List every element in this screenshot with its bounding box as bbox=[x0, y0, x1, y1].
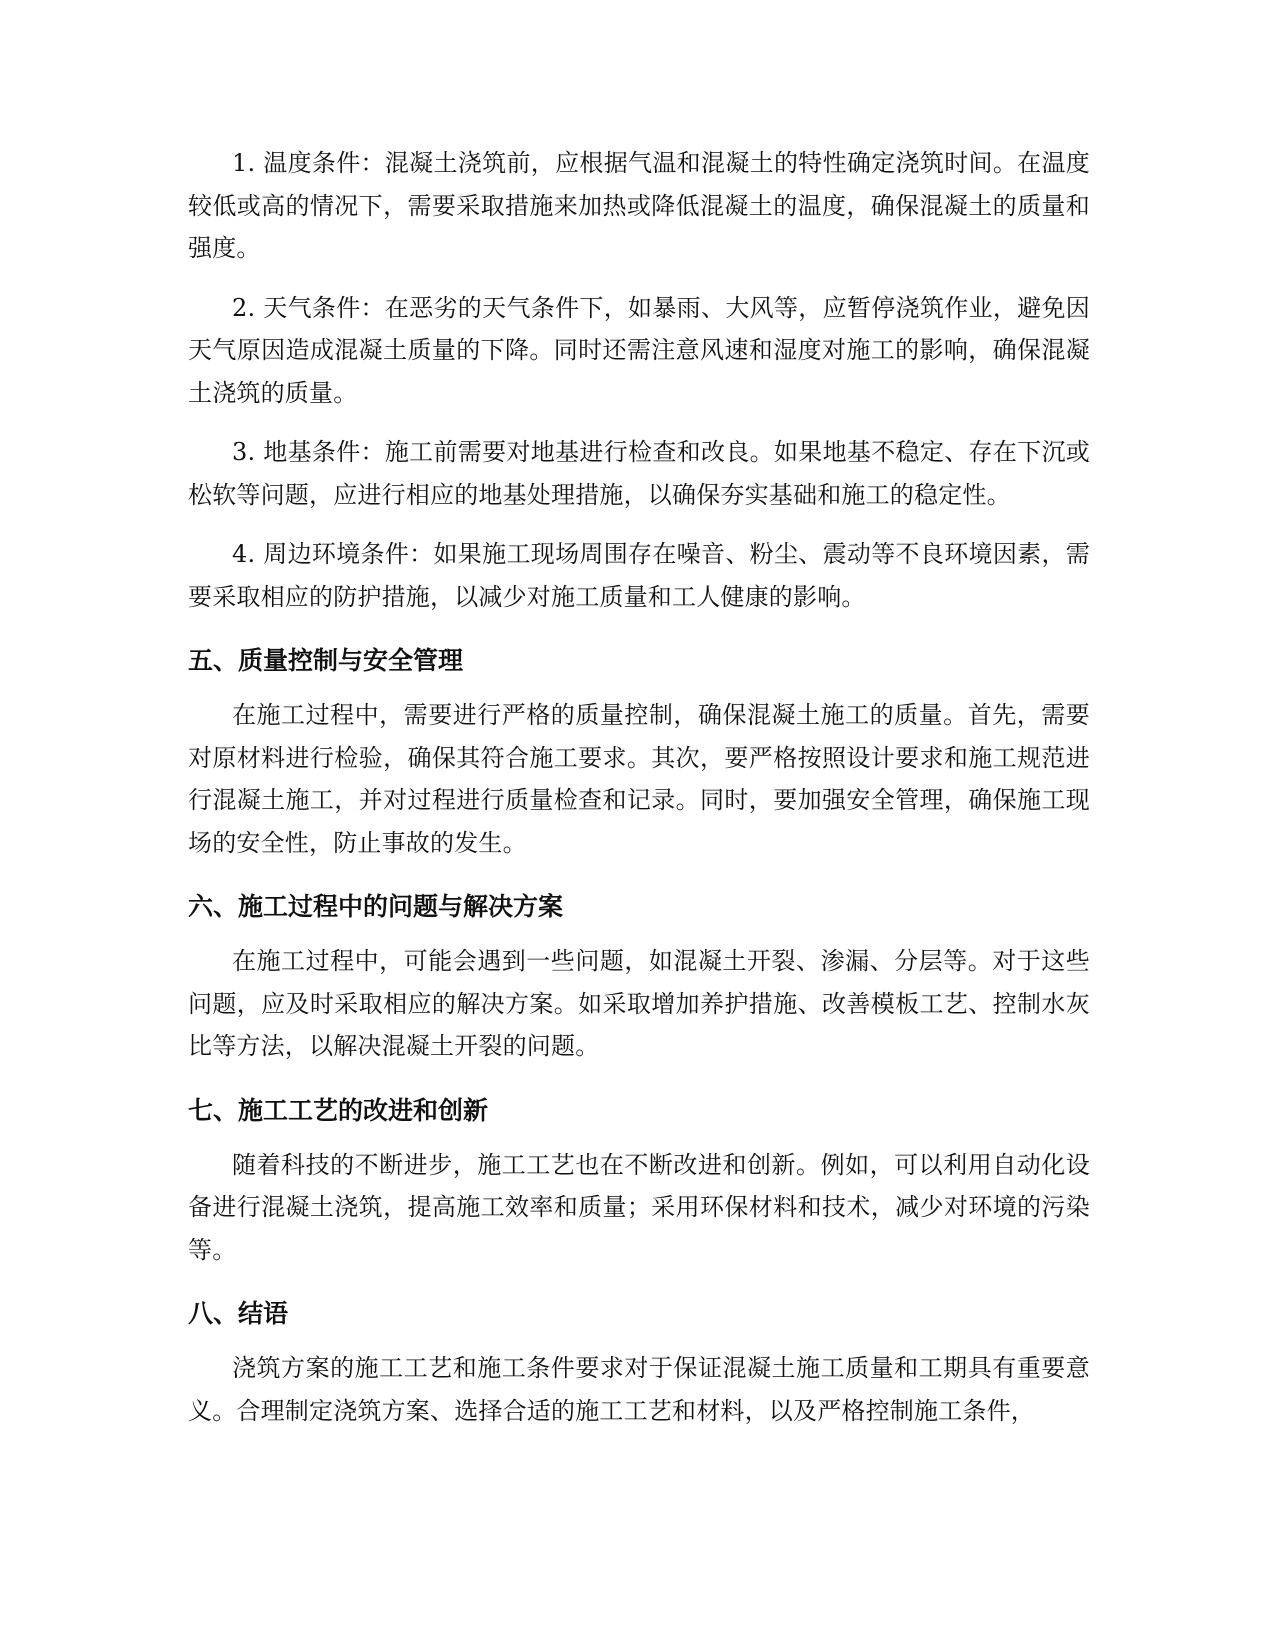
paragraph-problems-solutions: 在施工过程中，可能会遇到一些问题，如混凝土开裂、渗漏、分层等。对于这些问题，应及时采取相应的解决方案。如采取增加养护措施、改善模板工艺、控制水灰比等方法，以解决混凝土开裂的问题。 bbox=[188, 947, 1090, 1060]
section-heading-quality-safety: 五、质量控制与安全管理 bbox=[188, 646, 464, 675]
paragraph-environment-condition: 4. 周边环境条件：如果施工现场周围存在噪音、粉尘、震动等不良环境因素，需要采取相应的防护措施，以减少对施工质量和工人健康的影响。 bbox=[188, 540, 1090, 611]
paragraph-foundation-condition: 3. 地基条件：施工前需要对地基进行检查和改良。如果地基不稳定、存在下沉或松软等问题，应进行相应的地基处理措施，以确保夯实基础和施工的稳定性。 bbox=[188, 438, 1090, 509]
section-heading-conclusion: 八、结语 bbox=[188, 1299, 289, 1328]
paragraph-process-innovation: 随着科技的不断进步，施工工艺也在不断改进和创新。例如，可以利用自动化设备进行混凝土浇筑，提高施工效率和质量；采用环保材料和技术，减少对环境的污染等。 bbox=[188, 1150, 1090, 1264]
paragraph-quality-safety: 在施工过程中，需要进行严格的质量控制，确保混凝土施工的质量。首先，需要对原材料进行检验，确保其符合施工要求。其次，要严格按照设计要求和施工规范进行混凝土施工，并对过程进行质量检查和记录。同时，要加强安全管理，确保施工现场的安全性，防止事故的发生。 bbox=[188, 701, 1090, 857]
paragraph-conclusion: 浇筑方案的施工工艺和施工条件要求对于保证混凝土施工质量和工期具有重要意义。合理制定浇筑方案、选择合适的施工工艺和材料，以及严格控制施工条件， bbox=[188, 1354, 1090, 1425]
paragraph-weather-condition: 2. 天气条件：在恶劣的天气条件下，如暴雨、大风等，应暂停浇筑作业，避免因天气原因造成混凝土质量的下降。同时还需注意风速和湿度对施工的影响，确保混凝土浇筑的质量。 bbox=[188, 293, 1090, 407]
section-heading-process-innovation: 七、施工工艺的改进和创新 bbox=[188, 1095, 489, 1125]
document-body bbox=[188, 142, 1090, 1449]
section-heading-problems-solutions: 六、施工过程中的问题与解决方案 bbox=[188, 892, 564, 921]
paragraph-temperature-condition: 1. 温度条件：混凝土浇筑前，应根据气温和混凝土的特性确定浇筑时间。在温度较低或高的情况下，需要采取措施来加热或降低混凝土的温度，确保混凝土的质量和强度。 bbox=[188, 149, 1090, 262]
